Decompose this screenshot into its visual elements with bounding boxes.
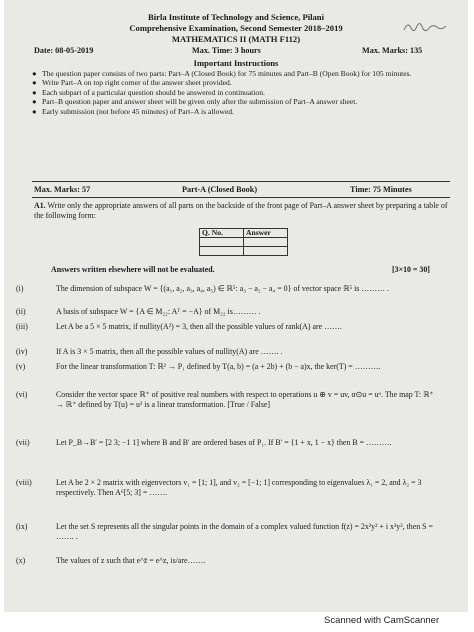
question-item xyxy=(16,362,456,382)
course-title: MATHEMATICS II (MATH F112) xyxy=(171,34,301,44)
question-text: If A is 3 × 5 matrix, then all the possible values of nullity(A) are ……. . xyxy=(56,347,283,356)
question-item xyxy=(16,478,456,508)
question-number: (v) xyxy=(16,362,26,371)
bullet-icon: ● xyxy=(32,78,37,88)
bullet-icon: ● xyxy=(32,69,37,78)
question-text: A basis of subspace W = {A ∈ M₂₂: Aᵀ = −A} of M₂₂ is……… . xyxy=(56,307,261,316)
question-text: Let the set S represents all the singular points in the domain of a complex valued function f(z) = 2x²y² + i x²y², then S = ……. . xyxy=(56,522,433,541)
table-header: Answer xyxy=(244,229,288,238)
question-text: Let A be 2 × 2 matrix with eigenvectors v₁ = [1; 1], and v₂ = [−1; 1] corresponding to eigenvalues λ₁ = 2, and λ₂ = 3 respectively. Then A⁶[5; 3] = ……. xyxy=(56,478,422,497)
question-a1 xyxy=(34,201,448,220)
instruction-item: ● The question paper consists of two parts: Part–A (Closed Book) for 75 minutes and Part–B (Open Book) for 105 minutes. xyxy=(32,69,412,78)
question-number: (ix) xyxy=(16,522,28,531)
instruction-item: ● Write Part–A on top right corner of the answer sheet provided. xyxy=(32,78,232,88)
question-number: (i) xyxy=(16,284,24,293)
question-text: Write only the appropriate answers of all parts on the backside of the front page of Part–A answer sheet by preparing a table of the following form: xyxy=(34,201,448,220)
divider xyxy=(32,181,450,182)
max-marks: Max. Marks: 135 xyxy=(362,46,423,55)
question-item xyxy=(16,322,456,342)
question-item xyxy=(16,556,456,566)
part-a-title: Part-A (Closed Book) xyxy=(182,185,258,194)
question-number: (iv) xyxy=(16,347,28,356)
table-cell xyxy=(244,238,288,247)
table-header: Q. No. xyxy=(200,229,244,238)
question-number: (ii) xyxy=(16,307,26,316)
question-item xyxy=(16,307,456,317)
question-item xyxy=(16,522,456,542)
instruction-item: ● Part–B question paper and answer sheet will be given only after the submission of Part–A answer sheet. xyxy=(32,97,358,107)
scanner-watermark: Scanned with CamScanner xyxy=(324,615,440,626)
question-item xyxy=(16,390,456,430)
max-time: Max. Time: 3 hours xyxy=(192,46,261,55)
question-number: A1. xyxy=(34,201,46,210)
table-cell xyxy=(244,247,288,256)
bullet-icon: ● xyxy=(32,97,37,107)
instruction-item: ● Early submission (not before 45 minutes) of Part–A is allowed. xyxy=(32,106,234,116)
table-cell xyxy=(200,247,244,256)
institute-name: Birla Institute of Technology and Science, Pilani xyxy=(148,12,324,22)
exam-title: Comprehensive Examination, Second Semester 2018–2019 xyxy=(129,23,343,33)
question-number: (iii) xyxy=(16,322,28,331)
part-a-marks: Max. Marks: 57 xyxy=(34,185,91,194)
question-item xyxy=(16,284,456,304)
question-item xyxy=(16,438,456,468)
question-number: (vi) xyxy=(16,390,28,399)
question-text: For the linear transformation T: ℝ² → P₁ defined by T(a, b) = (a + 2b) + (b − a)x, the ker(T) = ………. xyxy=(56,362,381,371)
answer-format-table xyxy=(199,228,288,256)
question-number: (x) xyxy=(16,556,26,565)
instruction-list xyxy=(32,69,442,116)
bullet-icon: ● xyxy=(32,87,37,97)
question-text: Consider the vector space ℝ⁺ of positive real numbers with respect to operations u ⊕ v = uv, α⊙u = uᵅ. The map T: ℝ⁺ → ℝ⁺ defined by T(u) = u² is a linear transformation. [True / False] xyxy=(56,390,434,409)
bullet-icon: ● xyxy=(32,106,37,116)
exam-date: Date: 08-05-2019 xyxy=(34,46,94,55)
evaluation-warning: Answers written elsewhere will not be evaluated. xyxy=(51,265,215,274)
a1-marks: [3×10 = 30] xyxy=(392,265,430,274)
question-item xyxy=(16,347,456,357)
question-text: Let P_B→B′ = [2 3; −1 1] where B and B′ are ordered bases of P₁. If B′ = {1 + x, 1 − x} then B = ………. xyxy=(56,438,392,447)
instructions-title: Important Instructions xyxy=(193,58,279,68)
part-a-time: Time: 75 Minutes xyxy=(350,185,412,194)
exam-sheet xyxy=(4,0,468,612)
question-number: (vii) xyxy=(16,438,30,447)
table-cell xyxy=(200,238,244,247)
divider xyxy=(32,197,450,198)
question-number: (viii) xyxy=(16,478,32,487)
handwritten-signature xyxy=(402,18,448,36)
question-text: Let A be a 5 × 5 matrix, if nullity(A²) = 3, then all the possible values of rank(A) are ……. xyxy=(56,322,342,331)
instruction-item: ● Each subpart of a particular question should be answered in continuation. xyxy=(32,87,265,97)
question-text: The values of z such that e^z̄ = e^z, is/are……. xyxy=(56,556,206,565)
question-text: The dimension of subspace W = {(a₁, a₂, a₃, a₄, a₅) ∈ ℝ⁵: a₃ − a₂ − a₄ = 0} of vector space ℝ⁵ is ……… . xyxy=(56,284,389,293)
